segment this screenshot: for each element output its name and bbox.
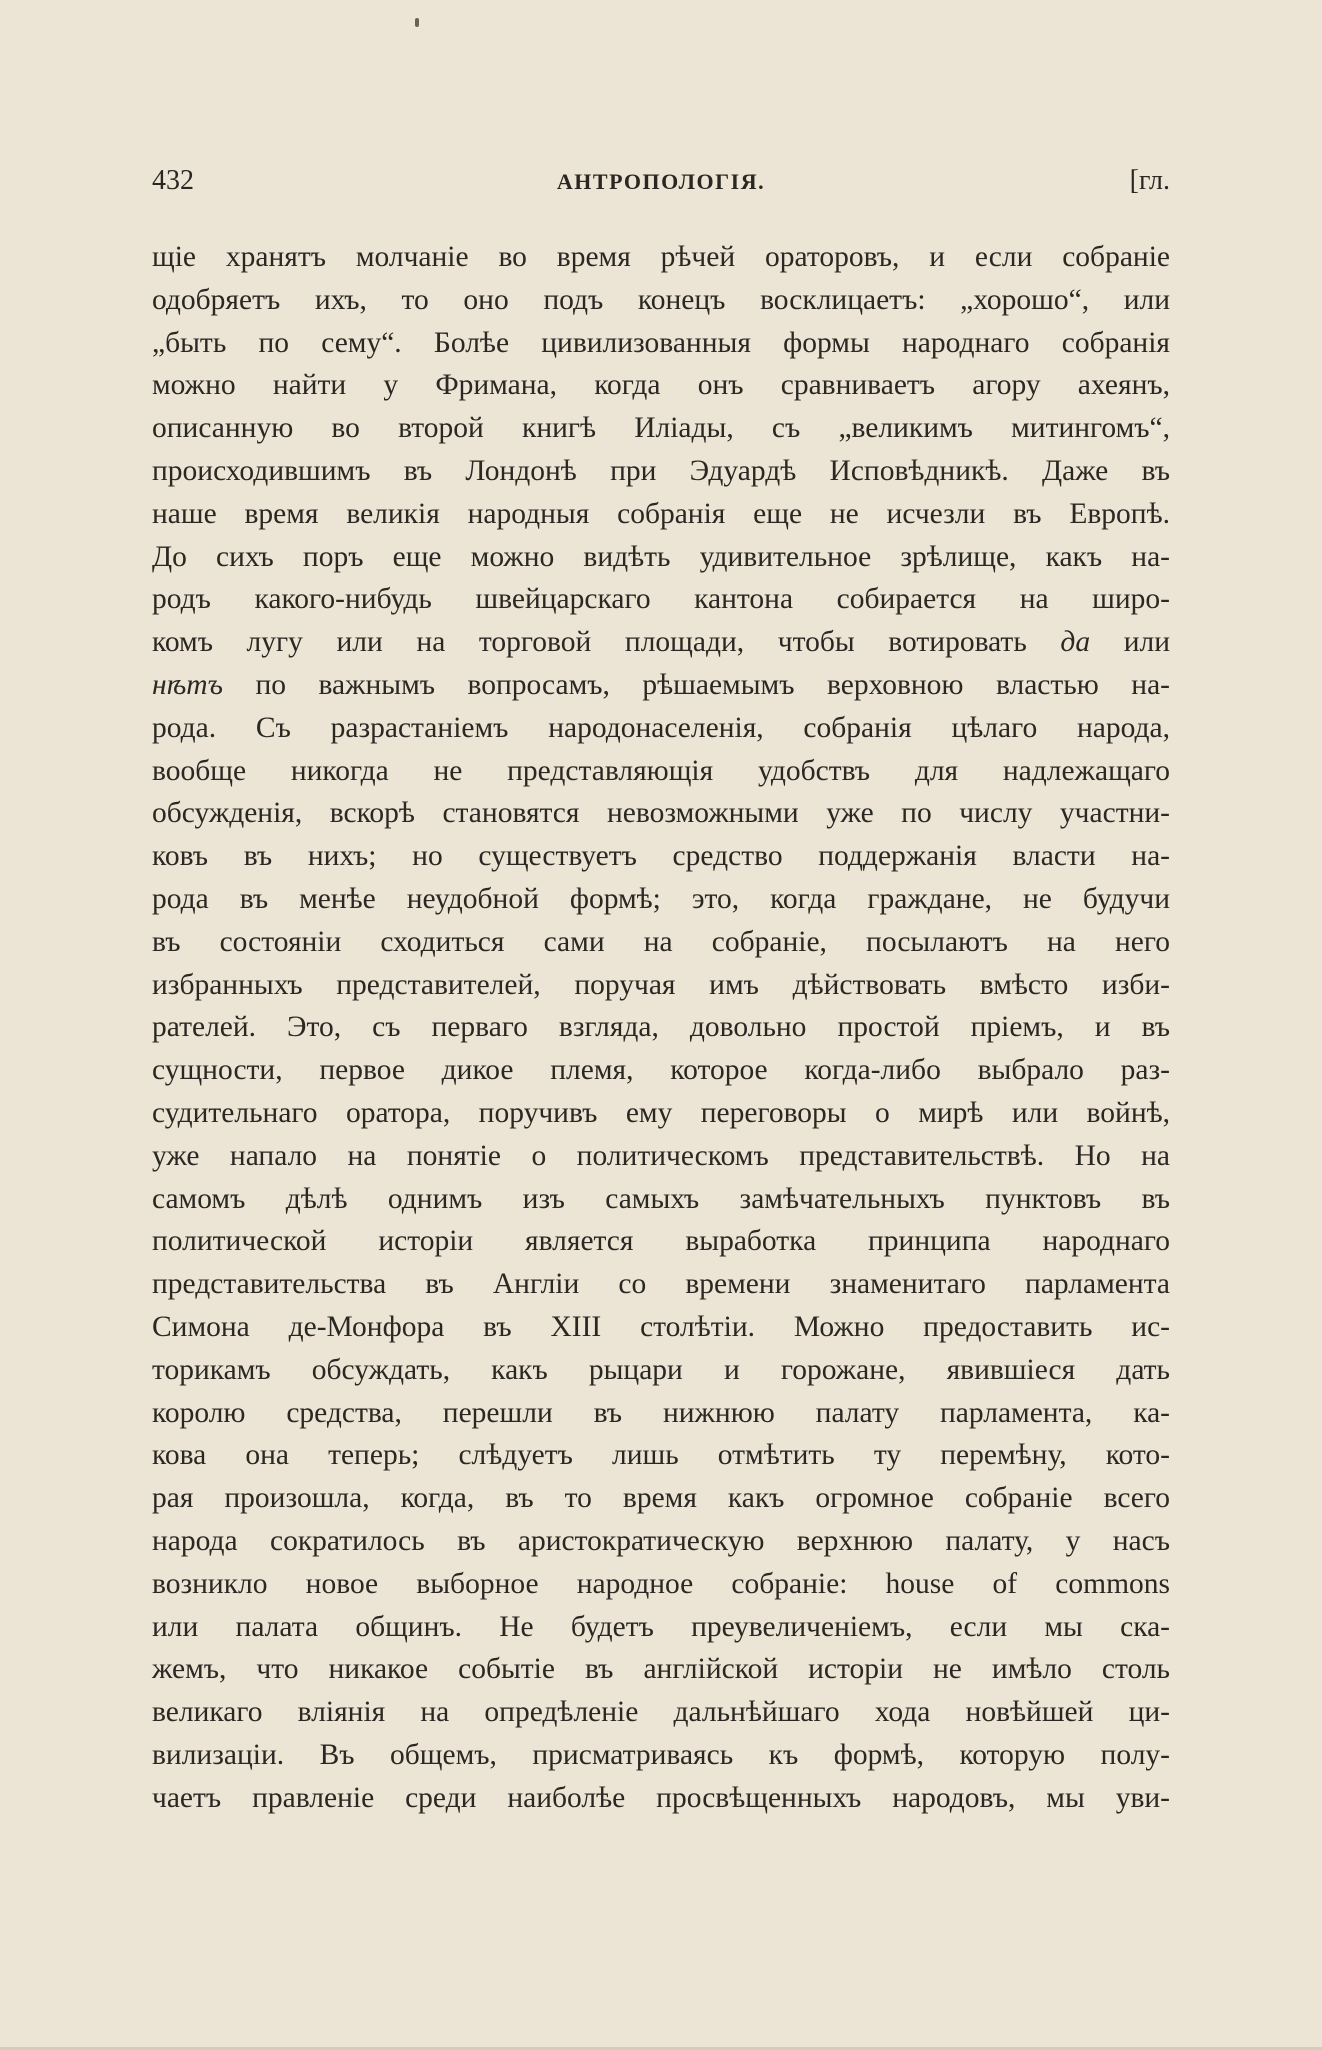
text-line: самомъ дѣлѣ однимъ изъ самыхъ замѣчательныхъ пунктовъ въ [152,1182,1170,1215]
text-line: уже напало на понятіе о политическомъ представительствѣ. Но на [152,1139,1170,1172]
text-line: въ состояніи сходиться сами на собраніе, посылаютъ на него [152,925,1170,958]
text-line: великаго вліянія на опредѣленіе дальнѣйшаго хода новѣйшей ци- [152,1696,1170,1729]
text-line: родъ какого-нибудь швейцарскаго кантона собирается на широ- [152,583,1170,616]
text-line: „быть по сему“. Болѣе цивилизованныя формы народнаго собранія [152,326,1170,359]
running-title: АНТРОПОЛОГІЯ. [556,169,766,194]
text-line: наше время великія народныя собранія еще не исчезли въ Европѣ. [152,497,1170,530]
text-line: сущности, первое дикое племя, которое когда-либо выбрало раз- [152,1054,1170,1087]
chapter-mark: [гл. [1129,165,1170,196]
print-speck [415,18,419,27]
text-line: или палата общинъ. Не будетъ преувеличеніемъ, если мы ска- [152,1610,1170,1643]
text-line: представительства въ Англіи со времени знаменитаго парламента [152,1268,1170,1301]
text-line: возникло новое выборное народное собраніе: house of commons [152,1567,1170,1600]
page-number: 432 [152,165,194,196]
text-line: рода въ менѣе неудобной формѣ; это, когда граждане, не будучи [152,882,1170,915]
text-line: происходившимъ въ Лондонѣ при Эдуардѣ Исповѣдникѣ. Даже въ [152,454,1170,487]
text-line: рателей. Это, съ перваго взгляда, довольно простой пріемъ, и въ [152,1011,1170,1044]
text-line: вилизаціи. Въ общемъ, присматриваясь къ формѣ, которую полу- [152,1738,1170,1771]
text-line: вообще никогда не представляющія удобствъ для надлежащаго [152,754,1170,787]
text-line: можно найти у Фримана, когда онъ сравниваетъ агору ахеянъ, [152,369,1170,402]
text-line: описанную во второй книгѣ Иліады, съ „великимъ митингомъ“, [152,412,1170,445]
text-line: жемъ, что никакое событіе въ англійской исторіи не имѣло столь [152,1653,1170,1686]
text-line: одобряетъ ихъ, то оно подъ конецъ восклицаетъ: „хорошо“, или [152,283,1170,316]
text-line: торикамъ обсуждать, какъ рыцари и горожане, явившіеся дать [152,1353,1170,1386]
text-line: королю средства, перешли въ нижнюю палату парламента, ка- [152,1396,1170,1429]
body-text [152,236,1170,1819]
text-line: судительнаго оратора, поручивъ ему переговоры о мирѣ или войнѣ, [152,1096,1170,1129]
page-header [152,165,1170,209]
text-line: обсужденія, вскорѣ становятся невозможными уже по числу участни- [152,797,1170,830]
text-line: кова она теперь; слѣдуетъ лишь отмѣтить ту перемѣну, кото- [152,1439,1170,1472]
text-line: ковъ въ нихъ; но существуетъ средство поддержанія власти на- [152,840,1170,873]
text-line: До сихъ поръ еще можно видѣть удивительное зрѣлище, какъ на- [152,540,1170,573]
text-line: рода. Съ разрастаніемъ народонаселенія, собранія цѣлаго народа, [152,711,1170,744]
text-line: нѣтъ по важнымъ вопросамъ, рѣшаемымъ верховною властью на- [152,668,1170,701]
text-line: щіе хранятъ молчаніе во время рѣчей ораторовъ, и если собраніе [152,241,1170,273]
text-line: чаетъ правленіе среди наиболѣе просвѣщенныхъ народовъ, мы уви- [152,1781,1170,1814]
text-line: комъ лугу или на торговой площади, чтобы вотировать да или [152,626,1171,659]
text-line: политической исторіи является выработка принципа народнаго [152,1225,1170,1258]
text-line: народа сократилось въ аристократическую верхнюю палату, у насъ [152,1524,1170,1557]
text-line: Симона де-Монфора въ XIII столѣтіи. Можно предоставить ис- [152,1310,1170,1343]
text-line: рая произошла, когда, въ то время какъ огромное собраніе всего [152,1482,1170,1515]
text-line: избранныхъ представителей, поручая имъ дѣйствовать вмѣсто изби- [152,968,1170,1001]
